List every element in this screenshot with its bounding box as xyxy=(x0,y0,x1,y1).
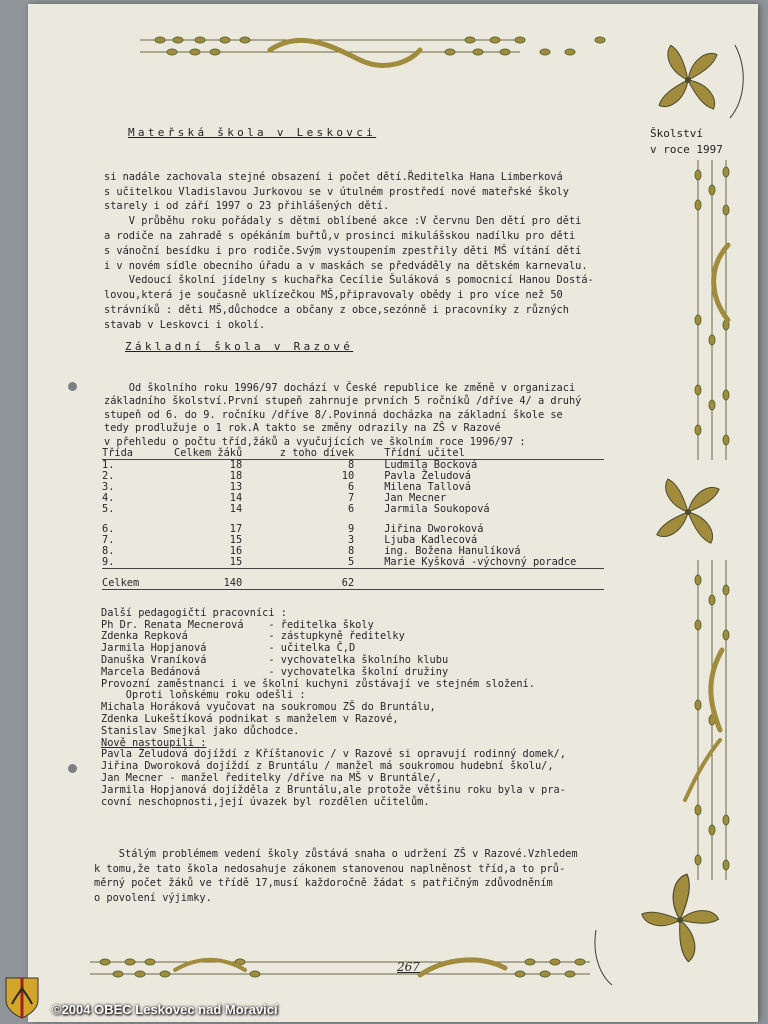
village-coat-of-arms-logo xyxy=(2,974,42,1020)
text-line: a rodiče na zahradě s opékáním buřtů,v prosinci mikulášskou nadílku pro děti xyxy=(104,229,576,242)
table-cell: 15 xyxy=(174,557,242,569)
table-cell: 15 xyxy=(229,534,243,546)
text-line: Vedoucí školní jídelny s kuchařka Cecílie Šuláková s pomocnicí Hanou Dostá- xyxy=(104,274,594,287)
table-cell: 62 xyxy=(242,569,366,590)
text-line: Pavla Želudová dojíždí z Kříštanovic / v Razové si opravují rodinný domek/, xyxy=(101,748,566,761)
table-cell: 18 xyxy=(229,459,243,471)
table-cell: 8. xyxy=(102,545,115,557)
page-number: 267 xyxy=(397,960,420,974)
text-line: strávníků : děti MŠ,důchodce a občany z obce,sezónně i pracovníky z různých xyxy=(104,303,569,316)
text-line: Ph Dr. Renata Mecnerová - ředitelka školy xyxy=(101,618,374,631)
table-total-row xyxy=(102,569,604,590)
closing-paragraph xyxy=(94,833,578,919)
text-line: stupeň od 6. do 9. ročníku /dříve 8/.Povinná docházka na základní škole se xyxy=(104,408,563,421)
section-heading-zakladni-skola: Základní škola v Razové xyxy=(125,340,354,353)
table-cell: Jarmila Soukopová xyxy=(384,503,490,515)
text-line: k tomu,že tato škola nedosahuje zákonem stanovenou naplněnost tříd,a to prů- xyxy=(94,862,566,875)
text-line: Jan Mecner - manžel ředitelky /dříve na MŠ v Bruntále/, xyxy=(101,771,442,784)
text-line: Nově nastoupili : xyxy=(101,736,207,749)
table-cell: 18 xyxy=(229,470,243,482)
table-cell: 5 xyxy=(242,557,366,569)
text-line: Další pedagogičtí pracovníci : xyxy=(101,606,287,619)
table-cell: Milena Tallová xyxy=(384,481,471,493)
text-line: tedy prodlužuje o 1 rok.A takto se změny odrazily na ZŠ v Razové xyxy=(104,422,501,435)
text-line: i v novém sídle obecního úřadu a v maskách se předváděly na dětském karnevalu. xyxy=(104,259,588,272)
text-line: s vánoční besídku i pro rodiče.Svým vystoupením zpestřily děti MŠ vítání dětí xyxy=(104,244,582,257)
column-header: Celkem žáků xyxy=(174,447,243,459)
margin-title-line: Školství xyxy=(650,127,703,140)
staff-paragraph xyxy=(101,596,566,820)
table-cell: 3. xyxy=(102,481,115,493)
table-cell: 1. xyxy=(102,459,115,471)
table-cell: 7 xyxy=(348,492,355,504)
text-line: Zdenka Lukeštíková podnikat s manželem v Razové, xyxy=(101,712,399,725)
table-cell: 7. xyxy=(102,534,115,546)
text-line: lovou,která je současně uklízečkou MŠ,připravovaly obědy i pro více než 50 xyxy=(104,289,563,302)
table-cell: 14 xyxy=(229,503,243,515)
table-row xyxy=(102,504,604,515)
table-cell: Jiřina Dworoková xyxy=(384,523,484,535)
table-cell: 9. xyxy=(102,557,174,569)
table-cell: 3 xyxy=(348,534,355,546)
text-line: Od školního roku 1996/97 dochází v České republice ke změně v organizaci xyxy=(104,381,576,394)
class-table xyxy=(102,448,604,590)
text-line: Marcela Bedánová - vychovatelka školní družiny xyxy=(101,665,449,678)
table-cell: 2. xyxy=(102,470,115,482)
table-cell: Celkem xyxy=(102,569,174,590)
text-line: Stanislav Smejkal jako důchodce. xyxy=(101,724,300,737)
text-line: Oproti loňskému roku odešli : xyxy=(101,689,306,702)
table-cell: 10 xyxy=(341,470,355,482)
text-line: Jiřina Dworoková dojíždí z Bruntálu / manžel má soukromou hudební školu/, xyxy=(101,760,554,773)
column-header: z toho dívek xyxy=(242,448,366,460)
text-line: Zdenka Repková - zástupkyně ředitelky xyxy=(101,630,405,643)
text-line: Jarmila Hopjanová dojížděla z Bruntálu,ale protože většinu roku byla v pra- xyxy=(101,783,566,796)
table-cell: Ljuba Kadlecová xyxy=(384,534,478,546)
text-line: covní neschopnosti,její úvazek byl rozdělen učitelům. xyxy=(101,795,430,808)
table-cell: 13 xyxy=(229,481,243,493)
text-line: základního školství.První stupeň zahrnuje prvních 5 ročníků /dříve 4/ a druhý xyxy=(104,395,582,408)
table-cell: ing. Božena Hanulíková xyxy=(384,545,521,557)
text-line: stavab v Leskovci i okolí. xyxy=(104,318,266,331)
text-line: starely i od září 1997 o 23 přihlášených dětí. xyxy=(104,200,390,213)
text-line: o povolení výjimky. xyxy=(94,891,212,904)
table-cell: 6. xyxy=(102,523,115,535)
text-line: V průběhu roku pořádaly s dětmi oblíbené akce :V červnu Den dětí pro děti xyxy=(104,215,582,228)
text-line: měrný počet žáků ve třídě 17,musí každoročně žádat s patřičným zdůvodněním xyxy=(94,877,553,890)
text-line: s učitelkou Vladislavou Jurkovou se v útulném prostředí nové mateřské školy xyxy=(104,185,569,198)
text-line: v přehledu o počtu tříd,žáků a vyučujících ve školním roce 1996/97 : xyxy=(104,435,526,448)
margin-title xyxy=(650,126,723,158)
ms-paragraph xyxy=(104,155,594,347)
text-line: Michala Horáková vyučovat na soukromou ZŠ do Bruntálu, xyxy=(101,701,436,714)
table-cell: 6 xyxy=(348,481,355,493)
table-cell: 4. xyxy=(102,492,115,504)
table-cell: 140 xyxy=(174,569,242,590)
table-cell: 17 xyxy=(229,523,243,535)
table-row xyxy=(102,557,604,569)
table-cell: Jan Mecner xyxy=(384,492,447,504)
table-header-row xyxy=(102,448,604,460)
table-row xyxy=(102,515,604,535)
text-line: si nadále zachovala stejné obsazení i počet dětí.Ředitelka Hana Limberková xyxy=(104,170,563,183)
text-line: Provozní zaměstnanci i ve školní kuchyni zůstávají ve stejném složení. xyxy=(101,677,535,690)
text-line: Stálým problémem vedení školy zůstává snaha o udržení ZŠ v Razové.Vzhledem xyxy=(94,848,578,861)
text-line: Jarmila Hopjanová - učitelka Č,D xyxy=(101,642,356,655)
column-header: Třídní učitel xyxy=(366,448,604,460)
table-cell: Marie Kyšková -výchovný poradce xyxy=(366,557,604,569)
section-heading-materska-skola: Mateřská škola v Leskovci xyxy=(128,126,377,139)
table-cell: 9 xyxy=(348,523,355,535)
table-cell: 8 xyxy=(348,545,355,557)
table-cell: Pavla Želudová xyxy=(384,470,471,482)
margin-title-line: v roce 1997 xyxy=(650,143,723,156)
column-header: Třída xyxy=(102,448,174,460)
table-cell: 8 xyxy=(348,459,355,471)
table-cell: 5. xyxy=(102,503,115,515)
copyright-footer: ©2004 OBEC Leskovec nad Moravicí xyxy=(52,1002,278,1017)
text-line: Danuška Vraníková - vychovatelka školního klubu xyxy=(101,653,449,666)
table-cell: 16 xyxy=(229,545,243,557)
table-cell: 14 xyxy=(229,492,243,504)
table-cell: 6 xyxy=(348,503,355,515)
table-cell: Ludmila Bocková xyxy=(384,459,478,471)
